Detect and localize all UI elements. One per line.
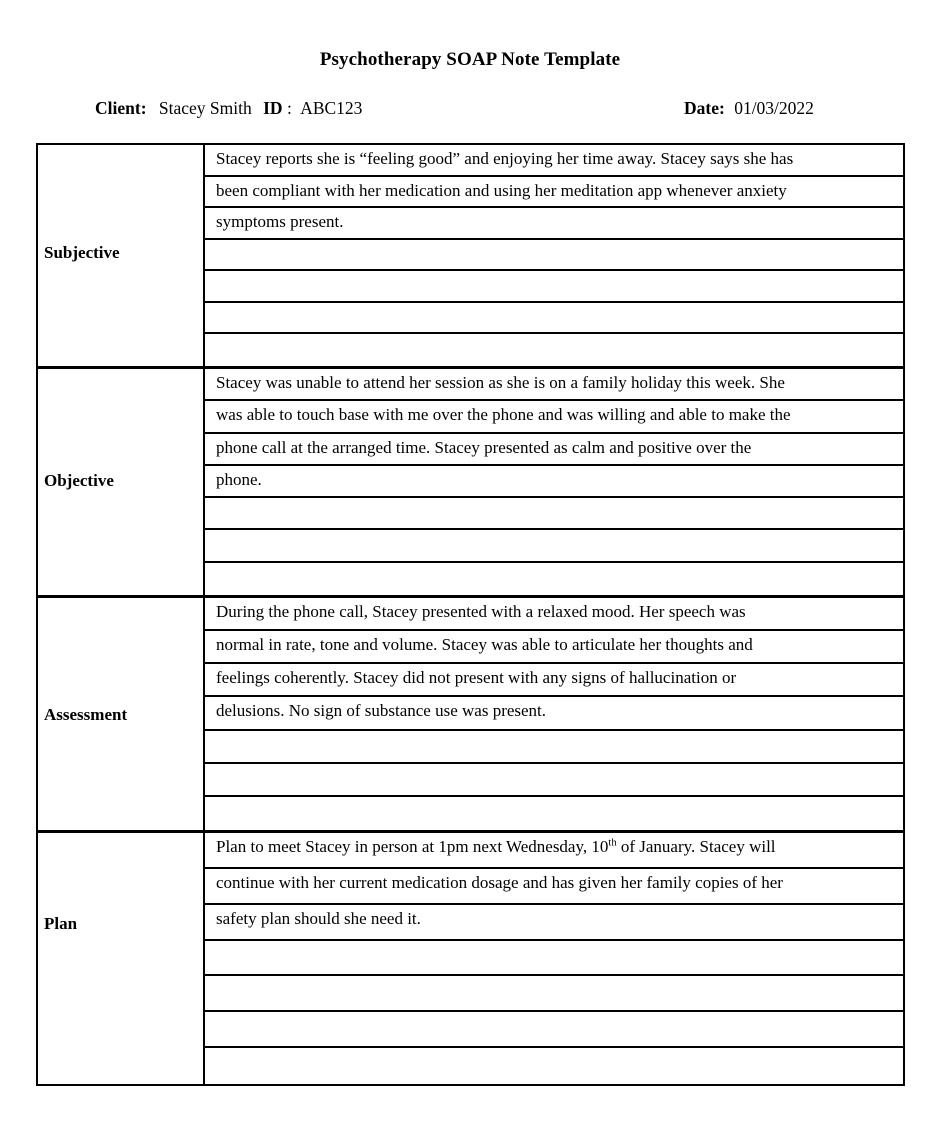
section-rows xyxy=(205,833,903,1084)
section-rows xyxy=(205,369,903,595)
client-info-line xyxy=(95,98,362,119)
note-row xyxy=(205,240,903,272)
section-subjective xyxy=(38,145,903,369)
note-row: symptoms present. xyxy=(205,208,903,240)
note-row: Plan to meet Stacey in person at 1pm next Wednesday, 10th of January. Stacey will xyxy=(205,833,903,869)
date-info-line xyxy=(684,98,814,119)
soap-note-table xyxy=(36,143,905,1086)
note-row xyxy=(205,498,903,530)
assessment-label-cell xyxy=(38,598,205,830)
note-row: phone. xyxy=(205,466,903,498)
note-row xyxy=(205,271,903,303)
note-row xyxy=(205,941,903,977)
client-label: Client: xyxy=(95,98,147,118)
date-value: 01/03/2022 xyxy=(734,98,814,118)
note-row xyxy=(205,731,903,764)
note-row xyxy=(205,563,903,595)
section-rows xyxy=(205,145,903,366)
client-id-label: ID xyxy=(263,98,283,118)
note-row xyxy=(205,976,903,1012)
section-objective xyxy=(38,369,903,598)
client-id-colon: : xyxy=(286,98,292,118)
note-row: normal in rate, tone and volume. Stacey was able to articulate her thoughts and xyxy=(205,631,903,664)
client-name: Stacey Smith xyxy=(158,98,252,118)
section-label: Objective xyxy=(44,471,114,490)
note-row: phone call at the arranged time. Stacey presented as calm and positive over the xyxy=(205,434,903,466)
section-assessment xyxy=(38,598,903,833)
note-row: Stacey reports she is “feeling good” and enjoying her time away. Stacey says she has xyxy=(205,145,903,177)
note-row: During the phone call, Stacey presented with a relaxed mood. Her speech was xyxy=(205,598,903,631)
section-rows xyxy=(205,598,903,830)
note-row: was able to touch base with me over the phone and was willing and able to make the xyxy=(205,401,903,433)
client-id-value: ABC123 xyxy=(300,98,363,118)
page-title: Psychotherapy SOAP Note Template xyxy=(319,49,621,70)
plan-label-cell xyxy=(38,833,205,1084)
note-row xyxy=(205,764,903,797)
note-row: Stacey was unable to attend her session as she is on a family holiday this week. She xyxy=(205,369,903,401)
section-label: Plan xyxy=(44,914,78,933)
note-row xyxy=(205,797,903,830)
subjective-label-cell xyxy=(38,145,205,366)
section-label: Assessment xyxy=(44,705,128,724)
note-row xyxy=(205,334,903,366)
section-plan xyxy=(38,833,903,1084)
note-row: safety plan should she need it. xyxy=(205,905,903,941)
note-row xyxy=(205,1012,903,1048)
note-row xyxy=(205,1048,903,1084)
note-row xyxy=(205,303,903,335)
note-row: delusions. No sign of substance use was present. xyxy=(205,697,903,730)
note-row: continue with her current medication dosage and has given her family copies of her xyxy=(205,869,903,905)
date-label: Date: xyxy=(684,98,725,118)
note-row xyxy=(205,530,903,562)
section-label: Subjective xyxy=(44,243,120,262)
note-row: been compliant with her medication and using her meditation app whenever anxiety xyxy=(205,177,903,209)
note-row: feelings coherently. Stacey did not present with any signs of hallucination or xyxy=(205,664,903,697)
objective-label-cell xyxy=(38,369,205,595)
